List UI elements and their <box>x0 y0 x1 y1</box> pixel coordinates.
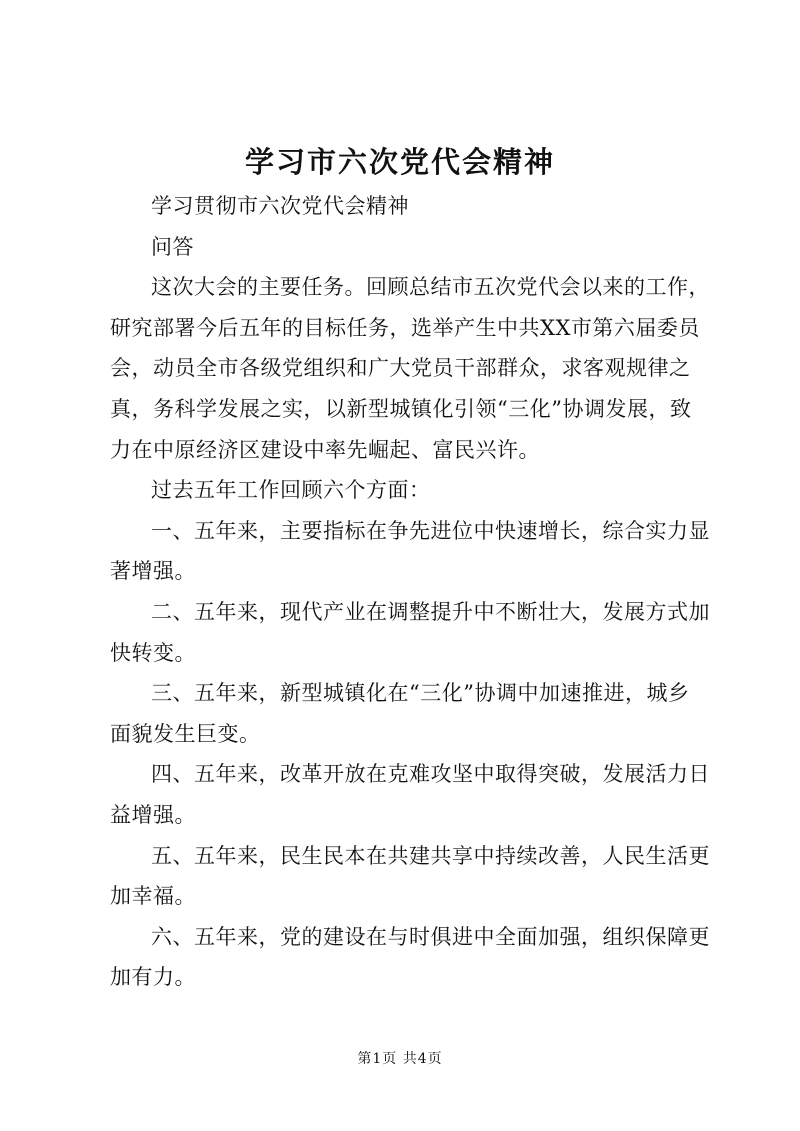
document-body <box>110 186 710 998</box>
paragraph-qa-label: 问答 <box>151 234 194 259</box>
paragraph-point-4: 四、五年来，改革开放在克难攻坚中取得突破，发展活力日益增强。 <box>110 762 710 827</box>
paragraph-point-6: 六、五年来，党的建设在与时俱进中全面加强，组织保障更加有力。 <box>110 924 710 990</box>
paragraph-point-2: 二、五年来，现代产业在调整提升中不断壮大，发展方式加快转变。 <box>110 599 710 665</box>
paragraph-point-1: 一、五年来，主要指标在争先进位中快速增长，综合实力显著增强。 <box>110 518 710 584</box>
paragraph-main-task: 这次大会的主要任务。回顾总结市五次党代会以来的工作，研究部署今后五年的目标任务，选举产生中共XX市第六届委员会，动员全市各级党组织和广大党员干部群众，求客观规律之真，务科学发展之实，以新型城镇化引领“三化”协调发展，致力在中原经济区建设中率先崛起、富民兴许。 <box>110 275 710 462</box>
paragraph-point-5: 五、五年来，民生民本在共建共享中持续改善，人民生活更加幸福。 <box>110 843 710 909</box>
document-title: 学习市六次党代会精神 <box>244 145 555 179</box>
paragraph-subtitle: 学习贯彻市六次党代会精神 <box>151 194 409 218</box>
page-number-footer: 第1页 共4页 <box>357 1051 443 1067</box>
paragraph-point-3: 三、五年来，新型城镇化在“三化”协调中加速推进，城乡面貌发生巨变。 <box>110 681 690 746</box>
paragraph-review-heading: 过去五年工作回顾六个方面： <box>151 478 431 503</box>
